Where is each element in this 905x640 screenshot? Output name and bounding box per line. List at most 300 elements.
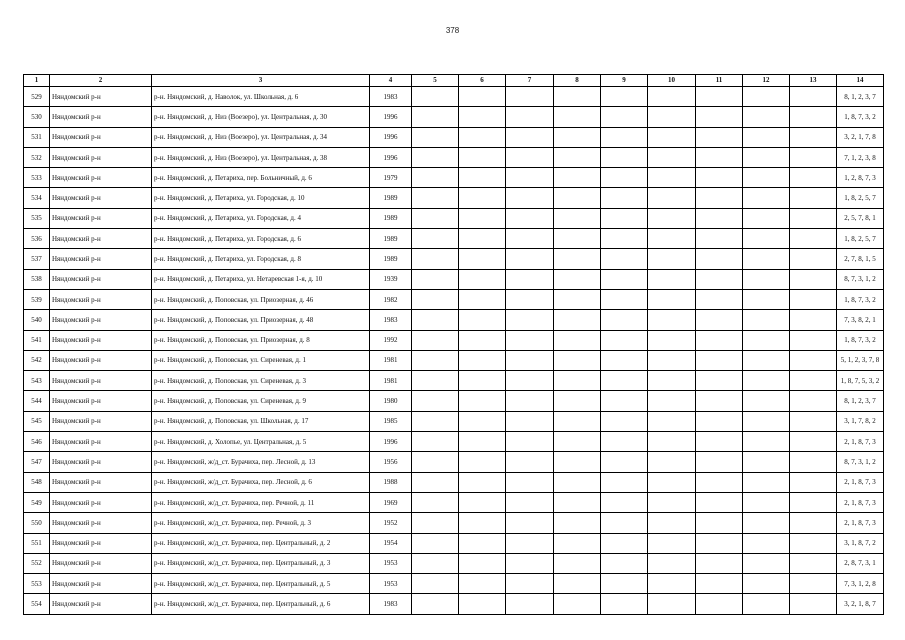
empty-cell: [790, 289, 837, 309]
empty-cell: [696, 269, 743, 289]
empty-cell: [459, 127, 506, 147]
empty-cell: [790, 513, 837, 533]
page-number: 378: [445, 26, 460, 35]
empty-cell: [554, 289, 601, 309]
table-row: [24, 249, 884, 269]
empty-cell: [648, 492, 696, 512]
empty-cell: [696, 330, 743, 350]
empty-cell: [459, 533, 506, 553]
empty-cell: [554, 452, 601, 472]
empty-cell: [743, 411, 790, 431]
table-row: [24, 310, 884, 330]
empty-cell: [506, 553, 554, 573]
empty-cell: [412, 492, 459, 512]
empty-cell: [601, 533, 648, 553]
empty-cell: [554, 553, 601, 573]
table-row: [24, 371, 884, 391]
sequence-cell: 3, 2, 1, 7, 8: [837, 127, 884, 147]
table-row: [24, 391, 884, 411]
empty-cell: [743, 350, 790, 370]
year-cell: 1983: [370, 310, 412, 330]
empty-cell: [506, 452, 554, 472]
empty-cell: [554, 87, 601, 107]
sequence-cell: 2, 1, 8, 7, 3: [837, 492, 884, 512]
empty-cell: [790, 208, 837, 228]
empty-cell: [743, 107, 790, 127]
empty-cell: [506, 147, 554, 167]
empty-cell: [554, 492, 601, 512]
empty-cell: [459, 289, 506, 309]
year-cell: 1996: [370, 107, 412, 127]
table-row: [24, 553, 884, 573]
empty-cell: [648, 553, 696, 573]
empty-cell: [601, 553, 648, 573]
empty-cell: [601, 391, 648, 411]
year-cell: 1979: [370, 168, 412, 188]
table-row: [24, 229, 884, 249]
empty-cell: [601, 432, 648, 452]
sequence-cell: 8, 7, 3, 1, 2: [837, 452, 884, 472]
column-header-6: 6: [459, 75, 506, 87]
address-cell: р-н. Няндомский, ж/д_ст. Бурачиха, пер. Лесной, д. 6: [152, 472, 370, 492]
table-row: [24, 533, 884, 553]
table-row: [24, 350, 884, 370]
empty-cell: [743, 391, 790, 411]
empty-cell: [554, 472, 601, 492]
sequence-cell: 7, 3, 1, 2, 8: [837, 574, 884, 594]
empty-cell: [743, 249, 790, 269]
empty-cell: [412, 330, 459, 350]
empty-cell: [506, 289, 554, 309]
empty-cell: [601, 452, 648, 472]
empty-cell: [459, 310, 506, 330]
empty-cell: [696, 107, 743, 127]
empty-cell: [459, 391, 506, 411]
year-cell: 1988: [370, 472, 412, 492]
empty-cell: [790, 472, 837, 492]
empty-cell: [601, 208, 648, 228]
sequence-cell: 2, 5, 7, 8, 1: [837, 208, 884, 228]
column-header-12: 12: [743, 75, 790, 87]
empty-cell: [412, 249, 459, 269]
empty-cell: [459, 330, 506, 350]
empty-cell: [790, 168, 837, 188]
empty-cell: [412, 574, 459, 594]
empty-cell: [412, 127, 459, 147]
address-cell: р-н. Няндомский, ж/д_ст. Бурачиха, пер. Речной, д. 3: [152, 513, 370, 533]
empty-cell: [459, 411, 506, 431]
empty-cell: [743, 127, 790, 147]
column-header-4: 4: [370, 75, 412, 87]
empty-cell: [648, 330, 696, 350]
column-header-11: 11: [696, 75, 743, 87]
empty-cell: [790, 249, 837, 269]
row-number-cell: 542: [24, 350, 50, 370]
table-row: [24, 513, 884, 533]
row-number-cell: 535: [24, 208, 50, 228]
year-cell: 1996: [370, 432, 412, 452]
address-cell: р-н. Няндомский, ж/д_ст. Бурачиха, пер. Центральный, д. 6: [152, 594, 370, 614]
empty-cell: [412, 594, 459, 614]
empty-cell: [790, 87, 837, 107]
sequence-cell: 1, 8, 7, 3, 2: [837, 330, 884, 350]
row-number-cell: 554: [24, 594, 50, 614]
district-cell: Няндомский р-н: [50, 452, 152, 472]
empty-cell: [790, 371, 837, 391]
empty-cell: [743, 229, 790, 249]
district-cell: Няндомский р-н: [50, 513, 152, 533]
empty-cell: [506, 492, 554, 512]
address-cell: р-н. Няндомский, д. Поповская, ул. Приозерная, д. 46: [152, 289, 370, 309]
empty-cell: [601, 229, 648, 249]
empty-cell: [601, 107, 648, 127]
empty-cell: [790, 330, 837, 350]
empty-cell: [412, 411, 459, 431]
empty-cell: [696, 350, 743, 370]
row-number-cell: 539: [24, 289, 50, 309]
year-cell: 1996: [370, 127, 412, 147]
year-cell: 1952: [370, 513, 412, 533]
district-cell: Няндомский р-н: [50, 188, 152, 208]
table-row: [24, 107, 884, 127]
empty-cell: [648, 594, 696, 614]
empty-cell: [696, 432, 743, 452]
empty-cell: [790, 107, 837, 127]
district-cell: Няндомский р-н: [50, 391, 152, 411]
empty-cell: [648, 229, 696, 249]
sequence-cell: 2, 1, 8, 7, 3: [837, 472, 884, 492]
row-number-cell: 531: [24, 127, 50, 147]
row-number-cell: 551: [24, 533, 50, 553]
empty-cell: [554, 107, 601, 127]
address-cell: р-н. Няндомский, д. Низ (Воезеро), ул. Центральная, д. 34: [152, 127, 370, 147]
empty-cell: [601, 188, 648, 208]
empty-cell: [648, 208, 696, 228]
empty-cell: [601, 574, 648, 594]
empty-cell: [601, 513, 648, 533]
empty-cell: [696, 594, 743, 614]
empty-cell: [554, 229, 601, 249]
empty-cell: [506, 411, 554, 431]
address-cell: р-н. Няндомский, д. Низ (Воезеро), ул. Центральная, д. 30: [152, 107, 370, 127]
empty-cell: [459, 350, 506, 370]
district-cell: Няндомский р-н: [50, 249, 152, 269]
empty-cell: [459, 371, 506, 391]
address-cell: р-н. Няндомский, ж/д_ст. Бурачиха, пер. Центральный, д. 3: [152, 553, 370, 573]
empty-cell: [790, 432, 837, 452]
sequence-cell: 1, 8, 7, 3, 2: [837, 107, 884, 127]
empty-cell: [648, 87, 696, 107]
row-number-cell: 532: [24, 147, 50, 167]
empty-cell: [696, 553, 743, 573]
year-cell: 1953: [370, 574, 412, 594]
row-number-cell: 543: [24, 371, 50, 391]
empty-cell: [601, 289, 648, 309]
empty-cell: [696, 452, 743, 472]
empty-cell: [696, 513, 743, 533]
year-cell: 1981: [370, 350, 412, 370]
empty-cell: [506, 533, 554, 553]
empty-cell: [506, 330, 554, 350]
empty-cell: [790, 188, 837, 208]
sequence-cell: 2, 7, 8, 1, 5: [837, 249, 884, 269]
empty-cell: [696, 229, 743, 249]
empty-cell: [743, 168, 790, 188]
empty-cell: [506, 350, 554, 370]
empty-cell: [648, 107, 696, 127]
empty-cell: [696, 147, 743, 167]
empty-cell: [506, 249, 554, 269]
row-number-cell: 541: [24, 330, 50, 350]
sequence-cell: 8, 7, 3, 1, 2: [837, 269, 884, 289]
year-cell: 1989: [370, 188, 412, 208]
empty-cell: [601, 269, 648, 289]
address-cell: р-н. Няндомский, д. Петариха, ул. Городская, д. 6: [152, 229, 370, 249]
empty-cell: [412, 432, 459, 452]
empty-cell: [459, 249, 506, 269]
empty-cell: [790, 310, 837, 330]
year-cell: 1981: [370, 371, 412, 391]
address-cell: р-н. Няндомский, д. Низ (Воезеро), ул. Центральная, д. 38: [152, 147, 370, 167]
district-cell: Няндомский р-н: [50, 107, 152, 127]
empty-cell: [412, 269, 459, 289]
empty-cell: [743, 513, 790, 533]
empty-cell: [790, 350, 837, 370]
year-cell: 1980: [370, 391, 412, 411]
empty-cell: [459, 553, 506, 573]
empty-cell: [648, 168, 696, 188]
district-cell: Няндомский р-н: [50, 432, 152, 452]
empty-cell: [790, 229, 837, 249]
sequence-cell: 2, 8, 7, 3, 1: [837, 553, 884, 573]
empty-cell: [648, 269, 696, 289]
empty-cell: [648, 391, 696, 411]
empty-cell: [696, 289, 743, 309]
empty-cell: [601, 87, 648, 107]
table-row: [24, 289, 884, 309]
empty-cell: [554, 269, 601, 289]
empty-cell: [459, 574, 506, 594]
empty-cell: [554, 168, 601, 188]
empty-cell: [412, 168, 459, 188]
empty-cell: [648, 147, 696, 167]
year-cell: 1983: [370, 594, 412, 614]
table-row: [24, 452, 884, 472]
row-number-cell: 547: [24, 452, 50, 472]
sequence-cell: 1, 8, 7, 3, 2: [837, 289, 884, 309]
district-cell: Няндомский р-н: [50, 289, 152, 309]
table-row: [24, 492, 884, 512]
address-cell: р-н. Няндомский, д. Петариха, пер. Больничный, д. 6: [152, 168, 370, 188]
empty-cell: [790, 269, 837, 289]
empty-cell: [696, 249, 743, 269]
empty-cell: [412, 310, 459, 330]
empty-cell: [648, 513, 696, 533]
empty-cell: [601, 168, 648, 188]
empty-cell: [648, 371, 696, 391]
empty-cell: [459, 87, 506, 107]
empty-cell: [459, 107, 506, 127]
empty-cell: [554, 249, 601, 269]
empty-cell: [743, 472, 790, 492]
year-cell: 1989: [370, 229, 412, 249]
empty-cell: [506, 229, 554, 249]
empty-cell: [412, 391, 459, 411]
empty-cell: [743, 147, 790, 167]
sequence-cell: 1, 2, 8, 7, 3: [837, 168, 884, 188]
empty-cell: [506, 371, 554, 391]
empty-cell: [506, 594, 554, 614]
empty-cell: [743, 492, 790, 512]
empty-cell: [743, 594, 790, 614]
empty-cell: [459, 452, 506, 472]
row-number-cell: 537: [24, 249, 50, 269]
empty-cell: [554, 432, 601, 452]
sequence-cell: 3, 1, 8, 7, 2: [837, 533, 884, 553]
empty-cell: [696, 310, 743, 330]
empty-cell: [601, 310, 648, 330]
empty-cell: [648, 533, 696, 553]
empty-cell: [412, 553, 459, 573]
column-header-10: 10: [648, 75, 696, 87]
empty-cell: [506, 391, 554, 411]
table-row: [24, 432, 884, 452]
district-cell: Няндомский р-н: [50, 553, 152, 573]
sequence-cell: 1, 8, 7, 5, 3, 2: [837, 371, 884, 391]
district-cell: Няндомский р-н: [50, 330, 152, 350]
empty-cell: [459, 492, 506, 512]
registry-table: [23, 74, 884, 615]
column-header-5: 5: [412, 75, 459, 87]
table-row: [24, 87, 884, 107]
empty-cell: [412, 188, 459, 208]
empty-cell: [601, 472, 648, 492]
empty-cell: [790, 452, 837, 472]
empty-cell: [601, 594, 648, 614]
empty-cell: [506, 472, 554, 492]
empty-cell: [743, 371, 790, 391]
address-cell: р-н. Няндомский, д. Поповская, ул. Сиреневая, д. 9: [152, 391, 370, 411]
empty-cell: [506, 127, 554, 147]
row-number-cell: 538: [24, 269, 50, 289]
address-cell: р-н. Няндомский, ж/д_ст. Бурачиха, пер. Лесной, д. 13: [152, 452, 370, 472]
district-cell: Няндомский р-н: [50, 371, 152, 391]
sequence-cell: 1, 8, 2, 5, 7: [837, 188, 884, 208]
address-cell: р-н. Няндомский, д. Петариха, ул. Городская, д. 4: [152, 208, 370, 228]
table-row: [24, 411, 884, 431]
empty-cell: [696, 533, 743, 553]
empty-cell: [554, 391, 601, 411]
empty-cell: [506, 513, 554, 533]
district-cell: Няндомский р-н: [50, 350, 152, 370]
year-cell: 1985: [370, 411, 412, 431]
row-number-cell: 545: [24, 411, 50, 431]
empty-cell: [506, 310, 554, 330]
year-cell: 1982: [370, 289, 412, 309]
empty-cell: [506, 107, 554, 127]
empty-cell: [648, 350, 696, 370]
empty-cell: [696, 492, 743, 512]
empty-cell: [743, 553, 790, 573]
year-cell: 1992: [370, 330, 412, 350]
address-cell: р-н. Няндомский, д. Поповская, ул. Школьная, д. 17: [152, 411, 370, 431]
empty-cell: [412, 513, 459, 533]
address-cell: р-н. Няндомский, д. Поповская, ул. Сиреневая, д. 3: [152, 371, 370, 391]
district-cell: Няндомский р-н: [50, 87, 152, 107]
empty-cell: [412, 371, 459, 391]
table-row: [24, 330, 884, 350]
empty-cell: [412, 229, 459, 249]
empty-cell: [554, 574, 601, 594]
empty-cell: [459, 188, 506, 208]
column-header-9: 9: [601, 75, 648, 87]
row-number-cell: 530: [24, 107, 50, 127]
column-header-14: 14: [837, 75, 884, 87]
empty-cell: [743, 452, 790, 472]
district-cell: Няндомский р-н: [50, 594, 152, 614]
empty-cell: [696, 127, 743, 147]
column-header-3: 3: [152, 75, 370, 87]
address-cell: р-н. Няндомский, д. Поповская, ул. Приозерная, д. 48: [152, 310, 370, 330]
district-cell: Няндомский р-н: [50, 269, 152, 289]
empty-cell: [554, 350, 601, 370]
empty-cell: [790, 391, 837, 411]
empty-cell: [648, 249, 696, 269]
empty-cell: [412, 533, 459, 553]
district-cell: Няндомский р-н: [50, 168, 152, 188]
table-body: [24, 87, 884, 615]
year-cell: 1969: [370, 492, 412, 512]
sequence-cell: 3, 2, 1, 8, 7: [837, 594, 884, 614]
year-cell: 1983: [370, 87, 412, 107]
district-cell: Няндомский р-н: [50, 208, 152, 228]
row-number-cell: 544: [24, 391, 50, 411]
table-row: [24, 188, 884, 208]
address-cell: р-н. Няндомский, ж/д_ст. Бурачиха, пер. Центральный, д. 2: [152, 533, 370, 553]
empty-cell: [412, 472, 459, 492]
district-cell: Няндомский р-н: [50, 147, 152, 167]
row-number-cell: 552: [24, 553, 50, 573]
row-number-cell: 546: [24, 432, 50, 452]
row-number-cell: 553: [24, 574, 50, 594]
district-cell: Няндомский р-н: [50, 127, 152, 147]
empty-cell: [696, 411, 743, 431]
empty-cell: [506, 87, 554, 107]
empty-cell: [696, 208, 743, 228]
empty-cell: [601, 492, 648, 512]
empty-cell: [412, 107, 459, 127]
empty-cell: [743, 432, 790, 452]
address-cell: р-н. Няндомский, д. Холопье, ул. Центральная, д. 5: [152, 432, 370, 452]
empty-cell: [412, 350, 459, 370]
row-number-cell: 548: [24, 472, 50, 492]
table-row: [24, 269, 884, 289]
empty-cell: [601, 371, 648, 391]
sequence-cell: 1, 8, 2, 5, 7: [837, 229, 884, 249]
empty-cell: [506, 188, 554, 208]
row-number-cell: 540: [24, 310, 50, 330]
empty-cell: [459, 168, 506, 188]
empty-cell: [412, 87, 459, 107]
empty-cell: [743, 533, 790, 553]
column-header-2: 2: [50, 75, 152, 87]
empty-cell: [554, 371, 601, 391]
empty-cell: [696, 574, 743, 594]
empty-cell: [601, 350, 648, 370]
empty-cell: [743, 188, 790, 208]
empty-cell: [412, 289, 459, 309]
empty-cell: [554, 533, 601, 553]
